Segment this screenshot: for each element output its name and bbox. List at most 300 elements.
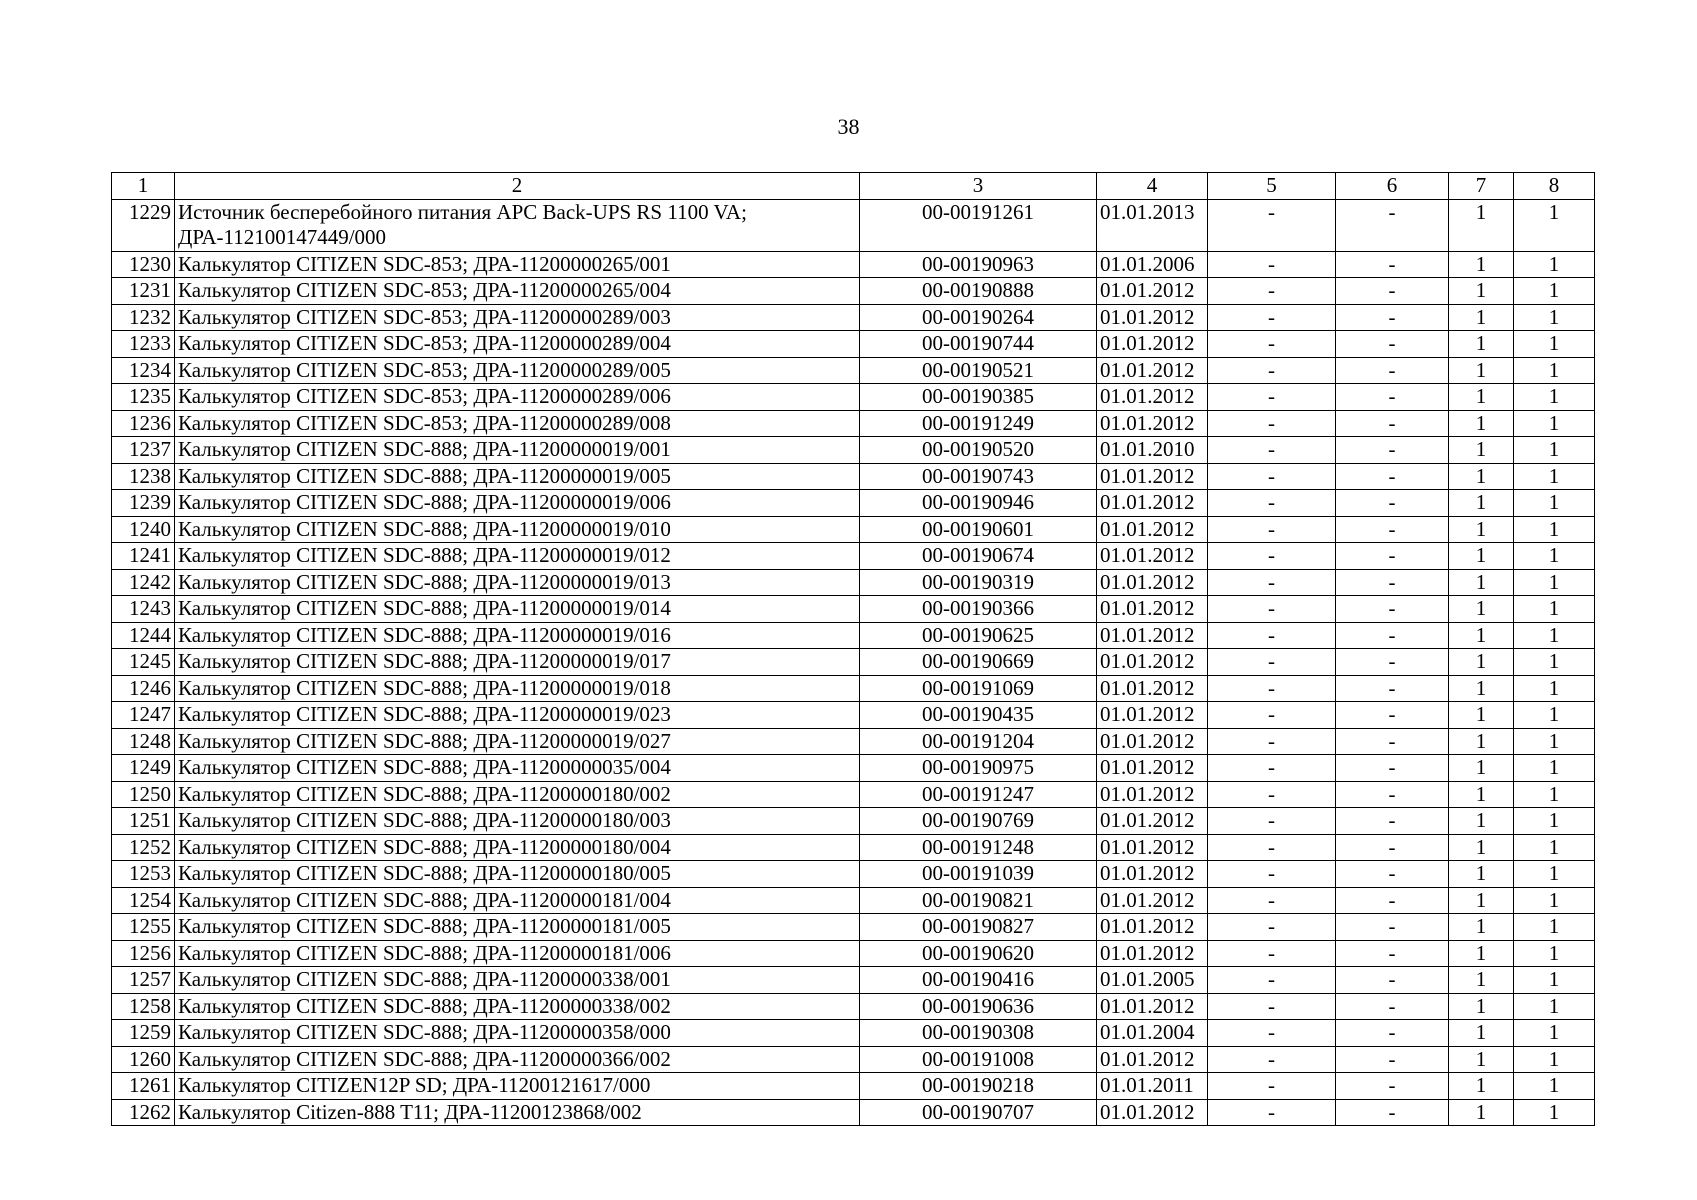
col7-cell: 1 — [1449, 543, 1514, 570]
col6-cell: - — [1336, 861, 1449, 888]
table-row — [112, 357, 1595, 384]
col7-cell: 1 — [1449, 251, 1514, 278]
row-number-cell: 1259 — [112, 1020, 175, 1047]
inventory-number-cell: 00-00190218 — [860, 1073, 1097, 1100]
col7-cell: 1 — [1449, 834, 1514, 861]
table-row — [112, 516, 1595, 543]
row-number-cell: 1255 — [112, 914, 175, 941]
row-number-cell: 1246 — [112, 675, 175, 702]
table-row — [112, 463, 1595, 490]
col6-cell: - — [1336, 728, 1449, 755]
col5-cell: - — [1208, 304, 1336, 331]
row-number-cell: 1258 — [112, 993, 175, 1020]
row-number-cell: 1241 — [112, 543, 175, 570]
col5-cell: - — [1208, 199, 1336, 251]
inventory-number-cell: 00-00190827 — [860, 914, 1097, 941]
item-name-cell: Калькулятор CITIZEN SDC-888; ДРА-11200000019/014 — [175, 596, 860, 623]
col8-cell: 1 — [1514, 490, 1595, 517]
date-cell: 01.01.2012 — [1097, 781, 1208, 808]
inventory-number-cell: 00-00190319 — [860, 569, 1097, 596]
table-row — [112, 331, 1595, 358]
date-cell: 01.01.2012 — [1097, 331, 1208, 358]
row-number-cell: 1234 — [112, 357, 175, 384]
inventory-number-cell: 00-00190636 — [860, 993, 1097, 1020]
item-name-cell: Калькулятор CITIZEN SDC-888; ДРА-11200000019/027 — [175, 728, 860, 755]
col5-cell: - — [1208, 357, 1336, 384]
col7-cell: 1 — [1449, 940, 1514, 967]
item-name-cell: Калькулятор CITIZEN SDC-888; ДРА-11200000180/004 — [175, 834, 860, 861]
date-cell: 01.01.2006 — [1097, 251, 1208, 278]
col8-cell: 1 — [1514, 834, 1595, 861]
col7-cell: 1 — [1449, 781, 1514, 808]
col6-cell: - — [1336, 543, 1449, 570]
header-cell: 6 — [1336, 173, 1449, 200]
row-number-cell: 1253 — [112, 861, 175, 888]
col5-cell: - — [1208, 887, 1336, 914]
table-row — [112, 755, 1595, 782]
col7-cell: 1 — [1449, 463, 1514, 490]
table-row — [112, 993, 1595, 1020]
col7-cell: 1 — [1449, 649, 1514, 676]
col6-cell: - — [1336, 490, 1449, 517]
item-name-cell: Калькулятор CITIZEN SDC-888; ДРА-11200000180/003 — [175, 808, 860, 835]
item-name-cell: Калькулятор CITIZEN SDC-888; ДРА-11200000180/005 — [175, 861, 860, 888]
col5-cell: - — [1208, 914, 1336, 941]
col5-cell: - — [1208, 251, 1336, 278]
col8-cell: 1 — [1514, 993, 1595, 1020]
header-cell: 5 — [1208, 173, 1336, 200]
item-name-cell: Калькулятор CITIZEN SDC-888; ДРА-11200000366/002 — [175, 1046, 860, 1073]
item-name-cell: Калькулятор CITIZEN SDC-888; ДРА-11200000019/012 — [175, 543, 860, 570]
col7-cell: 1 — [1449, 410, 1514, 437]
date-cell: 01.01.2012 — [1097, 463, 1208, 490]
col8-cell: 1 — [1514, 914, 1595, 941]
col8-cell: 1 — [1514, 437, 1595, 464]
col5-cell: - — [1208, 702, 1336, 729]
item-name-cell: Калькулятор CITIZEN SDC-888; ДРА-11200000019/001 — [175, 437, 860, 464]
table-row — [112, 967, 1595, 994]
header-cell: 2 — [175, 173, 860, 200]
table-row — [112, 1020, 1595, 1047]
inventory-number-cell: 00-00190385 — [860, 384, 1097, 411]
row-number-cell: 1232 — [112, 304, 175, 331]
item-name-cell: Калькулятор Citizen-888 T11; ДРА-11200123868/002 — [175, 1099, 860, 1126]
col8-cell: 1 — [1514, 199, 1595, 251]
item-name-cell: Калькулятор CITIZEN SDC-888; ДРА-11200000019/005 — [175, 463, 860, 490]
item-name-cell: Калькулятор CITIZEN SDC-888; ДРА-11200000019/017 — [175, 649, 860, 676]
row-number-cell: 1245 — [112, 649, 175, 676]
inventory-number-cell: 00-00190520 — [860, 437, 1097, 464]
row-number-cell: 1238 — [112, 463, 175, 490]
col7-cell: 1 — [1449, 1046, 1514, 1073]
table-row — [112, 702, 1595, 729]
col8-cell: 1 — [1514, 755, 1595, 782]
date-cell: 01.01.2013 — [1097, 199, 1208, 251]
col7-cell: 1 — [1449, 1099, 1514, 1126]
col6-cell: - — [1336, 1073, 1449, 1100]
col7-cell: 1 — [1449, 384, 1514, 411]
date-cell: 01.01.2012 — [1097, 622, 1208, 649]
date-cell: 01.01.2012 — [1097, 1099, 1208, 1126]
col6-cell: - — [1336, 967, 1449, 994]
inventory-number-cell: 00-00190888 — [860, 278, 1097, 305]
col7-cell: 1 — [1449, 622, 1514, 649]
col7-cell: 1 — [1449, 596, 1514, 623]
table-row — [112, 649, 1595, 676]
inventory-number-cell: 00-00190743 — [860, 463, 1097, 490]
page-number: 38 — [837, 114, 860, 139]
date-cell: 01.01.2011 — [1097, 1073, 1208, 1100]
col7-cell: 1 — [1449, 569, 1514, 596]
item-name-cell: Калькулятор CITIZEN SDC-853; ДРА-11200000289/006 — [175, 384, 860, 411]
date-cell: 01.01.2012 — [1097, 702, 1208, 729]
item-name-cell: Калькулятор CITIZEN SDC-853; ДРА-11200000265/004 — [175, 278, 860, 305]
col7-cell: 1 — [1449, 755, 1514, 782]
inventory-number-cell: 00-00190625 — [860, 622, 1097, 649]
row-number-cell: 1236 — [112, 410, 175, 437]
header-cell: 7 — [1449, 173, 1514, 200]
col7-cell: 1 — [1449, 967, 1514, 994]
date-cell: 01.01.2005 — [1097, 967, 1208, 994]
table-row — [112, 304, 1595, 331]
col6-cell: - — [1336, 251, 1449, 278]
col8-cell: 1 — [1514, 675, 1595, 702]
col6-cell: - — [1336, 357, 1449, 384]
date-cell: 01.01.2010 — [1097, 437, 1208, 464]
row-number-cell: 1233 — [112, 331, 175, 358]
col5-cell: - — [1208, 781, 1336, 808]
col5-cell: - — [1208, 1073, 1336, 1100]
col8-cell: 1 — [1514, 940, 1595, 967]
col6-cell: - — [1336, 1046, 1449, 1073]
col8-cell: 1 — [1514, 861, 1595, 888]
col5-cell: - — [1208, 543, 1336, 570]
col6-cell: - — [1336, 331, 1449, 358]
date-cell: 01.01.2012 — [1097, 887, 1208, 914]
table-row — [112, 728, 1595, 755]
col7-cell: 1 — [1449, 1020, 1514, 1047]
date-cell: 01.01.2012 — [1097, 755, 1208, 782]
col8-cell: 1 — [1514, 357, 1595, 384]
row-number-cell: 1239 — [112, 490, 175, 517]
header-cell: 3 — [860, 173, 1097, 200]
col5-cell: - — [1208, 331, 1336, 358]
col5-cell: - — [1208, 675, 1336, 702]
inventory-number-cell: 00-00191039 — [860, 861, 1097, 888]
col7-cell: 1 — [1449, 808, 1514, 835]
table-row — [112, 781, 1595, 808]
col6-cell: - — [1336, 940, 1449, 967]
table-row — [112, 808, 1595, 835]
item-name-cell: Калькулятор CITIZEN SDC-888; ДРА-11200000338/001 — [175, 967, 860, 994]
date-cell: 01.01.2012 — [1097, 1046, 1208, 1073]
date-cell: 01.01.2012 — [1097, 834, 1208, 861]
date-cell: 01.01.2012 — [1097, 410, 1208, 437]
col5-cell: - — [1208, 384, 1336, 411]
inventory-number-cell: 00-00190366 — [860, 596, 1097, 623]
col8-cell: 1 — [1514, 649, 1595, 676]
inventory-number-cell: 00-00191008 — [860, 1046, 1097, 1073]
date-cell: 01.01.2012 — [1097, 940, 1208, 967]
col5-cell: - — [1208, 1020, 1336, 1047]
row-number-cell: 1251 — [112, 808, 175, 835]
inventory-table — [111, 172, 1595, 1126]
inventory-number-cell: 00-00190620 — [860, 940, 1097, 967]
item-name-cell: Калькулятор CITIZEN SDC-853; ДРА-11200000289/005 — [175, 357, 860, 384]
col6-cell: - — [1336, 781, 1449, 808]
col8-cell: 1 — [1514, 278, 1595, 305]
col5-cell: - — [1208, 967, 1336, 994]
col7-cell: 1 — [1449, 357, 1514, 384]
col8-cell: 1 — [1514, 808, 1595, 835]
col7-cell: 1 — [1449, 437, 1514, 464]
col7-cell: 1 — [1449, 702, 1514, 729]
date-cell: 01.01.2012 — [1097, 728, 1208, 755]
col6-cell: - — [1336, 755, 1449, 782]
col8-cell: 1 — [1514, 304, 1595, 331]
date-cell: 01.01.2012 — [1097, 516, 1208, 543]
date-cell: 01.01.2012 — [1097, 861, 1208, 888]
item-name-cell: Калькулятор CITIZEN SDC-888; ДРА-11200000019/010 — [175, 516, 860, 543]
item-name-cell: Калькулятор CITIZEN SDC-853; ДРА-11200000289/008 — [175, 410, 860, 437]
col8-cell: 1 — [1514, 516, 1595, 543]
col6-cell: - — [1336, 199, 1449, 251]
col8-cell: 1 — [1514, 543, 1595, 570]
table-row — [112, 596, 1595, 623]
col5-cell: - — [1208, 861, 1336, 888]
row-number-cell: 1242 — [112, 569, 175, 596]
table-row — [112, 914, 1595, 941]
col7-cell: 1 — [1449, 304, 1514, 331]
col8-cell: 1 — [1514, 887, 1595, 914]
date-cell: 01.01.2012 — [1097, 596, 1208, 623]
item-name-cell: Калькулятор CITIZEN SDC-888; ДРА-11200000181/006 — [175, 940, 860, 967]
col6-cell: - — [1336, 569, 1449, 596]
inventory-number-cell: 00-00191247 — [860, 781, 1097, 808]
table-row — [112, 278, 1595, 305]
row-number-cell: 1229 — [112, 199, 175, 251]
row-number-cell: 1250 — [112, 781, 175, 808]
col5-cell: - — [1208, 490, 1336, 517]
col5-cell: - — [1208, 1046, 1336, 1073]
row-number-cell: 1252 — [112, 834, 175, 861]
header-cell: 8 — [1514, 173, 1595, 200]
col8-cell: 1 — [1514, 967, 1595, 994]
table-header-row — [112, 173, 1595, 200]
item-name-cell: Калькулятор CITIZEN SDC-853; ДРА-11200000265/001 — [175, 251, 860, 278]
col5-cell: - — [1208, 410, 1336, 437]
inventory-number-cell: 00-00190669 — [860, 649, 1097, 676]
row-number-cell: 1260 — [112, 1046, 175, 1073]
table-row — [112, 1099, 1595, 1126]
col5-cell: - — [1208, 834, 1336, 861]
col8-cell: 1 — [1514, 1073, 1595, 1100]
col5-cell: - — [1208, 516, 1336, 543]
inventory-number-cell: 00-00190975 — [860, 755, 1097, 782]
col5-cell: - — [1208, 808, 1336, 835]
col5-cell: - — [1208, 649, 1336, 676]
inventory-number-cell: 00-00190674 — [860, 543, 1097, 570]
row-number-cell: 1230 — [112, 251, 175, 278]
col8-cell: 1 — [1514, 622, 1595, 649]
col6-cell: - — [1336, 410, 1449, 437]
row-number-cell: 1231 — [112, 278, 175, 305]
col6-cell: - — [1336, 702, 1449, 729]
table-row — [112, 437, 1595, 464]
item-name-cell: Калькулятор CITIZEN SDC-888; ДРА-11200000181/005 — [175, 914, 860, 941]
col6-cell: - — [1336, 914, 1449, 941]
date-cell: 01.01.2012 — [1097, 490, 1208, 517]
col7-cell: 1 — [1449, 1073, 1514, 1100]
col5-cell: - — [1208, 569, 1336, 596]
col6-cell: - — [1336, 384, 1449, 411]
inventory-number-cell: 00-00191249 — [860, 410, 1097, 437]
col5-cell: - — [1208, 1099, 1336, 1126]
inventory-number-cell: 00-00191204 — [860, 728, 1097, 755]
item-name-cell: Источник бесперебойного питания APC Back-UPS RS 1100 VA; ДРА-112100147449/000 — [175, 199, 860, 251]
item-name-cell: Калькулятор CITIZEN SDC-888; ДРА-11200000181/004 — [175, 887, 860, 914]
date-cell: 01.01.2012 — [1097, 569, 1208, 596]
table-row — [112, 940, 1595, 967]
inventory-number-cell: 00-00190821 — [860, 887, 1097, 914]
date-cell: 01.01.2012 — [1097, 808, 1208, 835]
col6-cell: - — [1336, 463, 1449, 490]
item-name-cell: Калькулятор CITIZEN SDC-888; ДРА-11200000358/000 — [175, 1020, 860, 1047]
col5-cell: - — [1208, 463, 1336, 490]
inventory-number-cell: 00-00190963 — [860, 251, 1097, 278]
row-number-cell: 1261 — [112, 1073, 175, 1100]
col6-cell: - — [1336, 808, 1449, 835]
header-cell: 4 — [1097, 173, 1208, 200]
item-name-cell: Калькулятор CITIZEN SDC-888; ДРА-11200000019/013 — [175, 569, 860, 596]
table-row — [112, 543, 1595, 570]
col8-cell: 1 — [1514, 702, 1595, 729]
date-cell: 01.01.2012 — [1097, 675, 1208, 702]
col6-cell: - — [1336, 304, 1449, 331]
col7-cell: 1 — [1449, 914, 1514, 941]
date-cell: 01.01.2012 — [1097, 304, 1208, 331]
col8-cell: 1 — [1514, 728, 1595, 755]
col7-cell: 1 — [1449, 728, 1514, 755]
row-number-cell: 1235 — [112, 384, 175, 411]
row-number-cell: 1257 — [112, 967, 175, 994]
col6-cell: - — [1336, 675, 1449, 702]
inventory-number-cell: 00-00190601 — [860, 516, 1097, 543]
col6-cell: - — [1336, 596, 1449, 623]
col6-cell: - — [1336, 622, 1449, 649]
table-row — [112, 1046, 1595, 1073]
item-name-cell: Калькулятор CITIZEN SDC-888; ДРА-11200000180/002 — [175, 781, 860, 808]
col8-cell: 1 — [1514, 569, 1595, 596]
col7-cell: 1 — [1449, 516, 1514, 543]
row-number-cell: 1249 — [112, 755, 175, 782]
table-row — [112, 569, 1595, 596]
table-row — [112, 834, 1595, 861]
col5-cell: - — [1208, 940, 1336, 967]
row-number-cell: 1244 — [112, 622, 175, 649]
table-row — [112, 410, 1595, 437]
col7-cell: 1 — [1449, 861, 1514, 888]
col8-cell: 1 — [1514, 1099, 1595, 1126]
col7-cell: 1 — [1449, 887, 1514, 914]
row-number-cell: 1247 — [112, 702, 175, 729]
col5-cell: - — [1208, 622, 1336, 649]
item-name-cell: Калькулятор CITIZEN SDC-853; ДРА-11200000289/003 — [175, 304, 860, 331]
col6-cell: - — [1336, 834, 1449, 861]
header-cell: 1 — [112, 173, 175, 200]
col8-cell: 1 — [1514, 251, 1595, 278]
table-row — [112, 887, 1595, 914]
inventory-number-cell: 00-00190707 — [860, 1099, 1097, 1126]
item-name-cell: Калькулятор CITIZEN SDC-888; ДРА-11200000338/002 — [175, 993, 860, 1020]
date-cell: 01.01.2012 — [1097, 357, 1208, 384]
col8-cell: 1 — [1514, 1020, 1595, 1047]
item-name-cell: Калькулятор CITIZEN SDC-888; ДРА-11200000035/004 — [175, 755, 860, 782]
col6-cell: - — [1336, 1020, 1449, 1047]
item-name-cell: Калькулятор CITIZEN SDC-888; ДРА-11200000019/023 — [175, 702, 860, 729]
table-row — [112, 622, 1595, 649]
col5-cell: - — [1208, 755, 1336, 782]
inventory-number-cell: 00-00191069 — [860, 675, 1097, 702]
col5-cell: - — [1208, 278, 1336, 305]
inventory-number-cell: 00-00190521 — [860, 357, 1097, 384]
col6-cell: - — [1336, 278, 1449, 305]
col5-cell: - — [1208, 437, 1336, 464]
table-row — [112, 861, 1595, 888]
col6-cell: - — [1336, 649, 1449, 676]
date-cell: 01.01.2012 — [1097, 993, 1208, 1020]
item-name-cell: Калькулятор CITIZEN SDC-888; ДРА-11200000019/006 — [175, 490, 860, 517]
col8-cell: 1 — [1514, 781, 1595, 808]
item-name-cell: Калькулятор CITIZEN12P SD; ДРА-11200121617/000 — [175, 1073, 860, 1100]
col7-cell: 1 — [1449, 199, 1514, 251]
inventory-number-cell: 00-00190308 — [860, 1020, 1097, 1047]
inventory-number-cell: 00-00191248 — [860, 834, 1097, 861]
col7-cell: 1 — [1449, 331, 1514, 358]
table-row — [112, 199, 1595, 251]
row-number-cell: 1237 — [112, 437, 175, 464]
row-number-cell: 1240 — [112, 516, 175, 543]
col6-cell: - — [1336, 1099, 1449, 1126]
col8-cell: 1 — [1514, 384, 1595, 411]
inventory-number-cell: 00-00190744 — [860, 331, 1097, 358]
col6-cell: - — [1336, 993, 1449, 1020]
date-cell: 01.01.2012 — [1097, 278, 1208, 305]
col8-cell: 1 — [1514, 1046, 1595, 1073]
inventory-number-cell: 00-00190769 — [860, 808, 1097, 835]
col7-cell: 1 — [1449, 675, 1514, 702]
date-cell: 01.01.2012 — [1097, 649, 1208, 676]
inventory-number-cell: 00-00190946 — [860, 490, 1097, 517]
date-cell: 01.01.2004 — [1097, 1020, 1208, 1047]
inventory-number-cell: 00-00190435 — [860, 702, 1097, 729]
col7-cell: 1 — [1449, 278, 1514, 305]
col6-cell: - — [1336, 437, 1449, 464]
row-number-cell: 1248 — [112, 728, 175, 755]
item-name-cell: Калькулятор CITIZEN SDC-888; ДРА-11200000019/016 — [175, 622, 860, 649]
item-name-cell: Калькулятор CITIZEN SDC-853; ДРА-11200000289/004 — [175, 331, 860, 358]
col8-cell: 1 — [1514, 596, 1595, 623]
row-number-cell: 1262 — [112, 1099, 175, 1126]
table-row — [112, 251, 1595, 278]
col7-cell: 1 — [1449, 993, 1514, 1020]
table-row — [112, 384, 1595, 411]
col6-cell: - — [1336, 516, 1449, 543]
row-number-cell: 1256 — [112, 940, 175, 967]
col8-cell: 1 — [1514, 463, 1595, 490]
col8-cell: 1 — [1514, 331, 1595, 358]
table-row — [112, 490, 1595, 517]
